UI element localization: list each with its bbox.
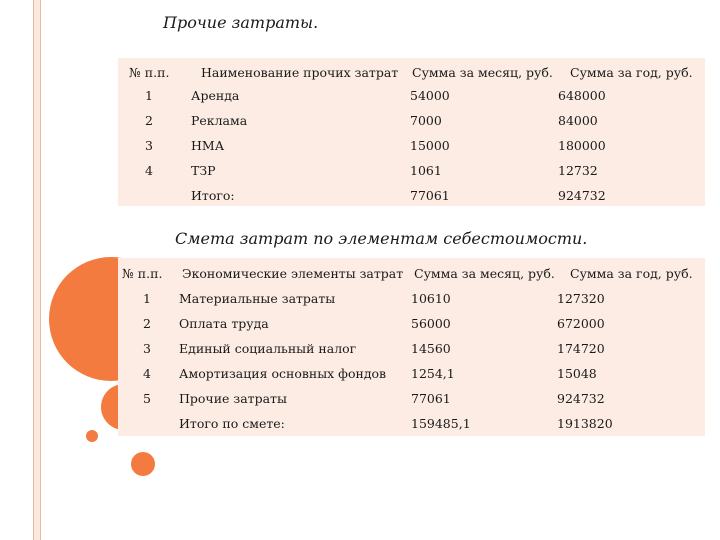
cost-estimate-table: [118, 258, 705, 436]
table2-cell-month: 1254,1: [411, 366, 455, 381]
cost-estimate-title: Смета затрат по элементам себестоимости.: [175, 229, 588, 248]
table1-cell-year: 84000: [558, 113, 598, 128]
decorative-circle-small: [131, 452, 155, 476]
table2-cell-year: 15048: [557, 366, 597, 381]
table2-cell-month: 14560: [411, 341, 451, 356]
table1-cell-name: Аренда: [191, 88, 240, 103]
table2-total-label: Итого по смете:: [179, 416, 285, 431]
table2-header-element: Экономические элементы затрат: [182, 266, 404, 281]
table2-total-month: 159485,1: [411, 416, 471, 431]
table2-cell-year: 924732: [557, 391, 605, 406]
table1-total-label: Итого:: [191, 188, 235, 203]
table1-cell-year: 648000: [558, 88, 606, 103]
table2-cell-month: 56000: [411, 316, 451, 331]
table1-cell-month: 54000: [410, 88, 450, 103]
table2-cell-number: 5: [143, 391, 151, 406]
table2-header-number: № п.п.: [122, 266, 163, 281]
table2-cell-month: 10610: [411, 291, 451, 306]
table1-cell-month: 7000: [410, 113, 442, 128]
other-costs-title: Прочие затраты.: [163, 13, 319, 32]
table1-total-year: 924732: [558, 188, 606, 203]
table1-cell-name: НМА: [191, 138, 225, 153]
table1-header-year: Сумма за год, руб.: [570, 65, 693, 80]
table1-cell-number: 4: [145, 163, 153, 178]
table1-header-month: Сумма за месяц, руб.: [412, 65, 553, 80]
table2-cell-year: 672000: [557, 316, 605, 331]
table1-header-name: Наименование прочих затрат: [201, 65, 399, 80]
table1-cell-number: 2: [145, 113, 153, 128]
table2-cell-month: 77061: [411, 391, 451, 406]
table1-cell-name: Реклама: [191, 113, 248, 128]
table2-cell-year: 174720: [557, 341, 605, 356]
table2-cell-element: Амортизация основных фондов: [179, 366, 387, 381]
table2-total-year: 1913820: [557, 416, 613, 431]
table1-cell-name: ТЗР: [191, 163, 216, 178]
table2-cell-element: Прочие затраты: [179, 391, 287, 406]
table2-cell-number: 4: [143, 366, 151, 381]
table2-cell-element: Материальные затраты: [179, 291, 336, 306]
table1-cell-month: 15000: [410, 138, 450, 153]
table1-cell-month: 1061: [410, 163, 442, 178]
decorative-circle-tiny: [86, 430, 98, 442]
table1-total-month: 77061: [410, 188, 450, 203]
table2-cell-year: 127320: [557, 291, 605, 306]
table1-cell-number: 1: [145, 88, 153, 103]
table1-header-number: № п.п.: [129, 65, 170, 80]
table2-cell-number: 1: [143, 291, 151, 306]
table1-cell-number: 3: [145, 138, 153, 153]
other-costs-table: [118, 58, 705, 206]
table2-cell-element: Единый социальный налог: [179, 341, 357, 356]
left-decorative-border: [33, 0, 41, 540]
table1-cell-year: 180000: [558, 138, 606, 153]
table1-cell-year: 12732: [558, 163, 598, 178]
table2-header-month: Сумма за месяц, руб.: [414, 266, 555, 281]
table2-cell-number: 2: [143, 316, 151, 331]
table2-cell-element: Оплата труда: [179, 316, 269, 331]
table2-header-year: Сумма за год, руб.: [570, 266, 693, 281]
table2-cell-number: 3: [143, 341, 151, 356]
